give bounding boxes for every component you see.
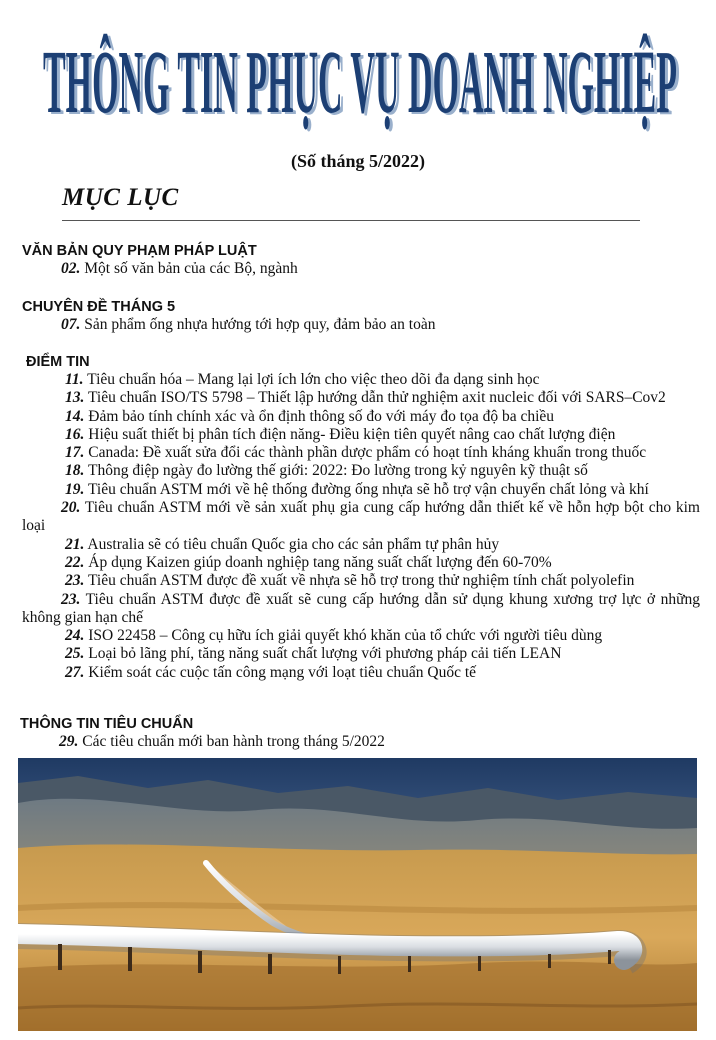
page-number: 24	[65, 627, 81, 645]
page-number: 23	[65, 572, 81, 590]
entry-text: ISO 22458 – Công cụ hữu ích giải quyết khó khăn của tổ chức với người tiêu dùng	[88, 627, 603, 645]
page-number: 20	[61, 499, 77, 517]
page-number: 27	[65, 663, 81, 681]
entry-text: Áp dụng Kaizen giúp doanh nghiệp tang năng suất chất lượng đến 60-70%	[88, 553, 552, 571]
toc-title: MỤC LỤC	[62, 184, 179, 211]
entry-text: Tiêu chuẩn ASTM được đề xuất sẽ cung cấp hướng dẫn sử dụng khung xương trợ lực ở những không gian hạn chế	[22, 590, 700, 626]
toc-entry[interactable]: 23. Tiêu chuẩn ASTM được đề xuất sẽ cung cấp hướng dẫn sử dụng khung xương trợ lực ở những không gian hạn chế	[22, 590, 700, 626]
entry-text: Loại bỏ lãng phí, tăng năng suất chất lượng với phương pháp cải tiến LEAN	[88, 645, 562, 663]
entry-text: Australia sẽ có tiêu chuẩn Quốc gia cho các sản phẩm tự phân hủy	[87, 535, 500, 553]
page-number: 02	[61, 260, 77, 277]
page-number: 16	[65, 425, 81, 443]
pipeline-landscape-illustration	[18, 758, 697, 1031]
pipeline-landscape-photo	[18, 758, 697, 1031]
page-number: 11	[65, 371, 80, 388]
toc-entry[interactable]: 02. Một số văn bản của các Bộ, ngành	[61, 260, 298, 277]
toc-entry[interactable]: 14. Đảm bảo tính chính xác và ổn định thông số đo với máy đo tọa độ ba chiều	[65, 407, 555, 425]
section-heading: VĂN BẢN QUY PHẠM PHÁP LUẬT	[22, 243, 257, 259]
toc-section-standards-info	[20, 715, 700, 751]
toc-entry[interactable]: 11. Tiêu chuẩn hóa – Mang lại lợi ích lớn cho việc theo dõi đa dạng sinh học	[65, 371, 540, 388]
toc-entry[interactable]: 27. Kiểm soát các cuộc tấn công mạng với loạt tiêu chuẩn Quốc tế	[65, 663, 477, 681]
toc-divider	[62, 220, 640, 221]
entry-text: Thông điệp ngày đo lường thế giới: 2022: Đo lường trong kỷ nguyên kỹ thuật số	[87, 462, 588, 480]
toc-entry[interactable]: 20. Tiêu chuẩn ASTM mới về sản xuất phụ gia cung cấp hướng dẫn thiết kế về hỗn hợp bột cho kim loại	[22, 499, 700, 535]
page-number: 17	[65, 444, 81, 462]
section-heading: ĐIỂM TIN	[26, 354, 90, 370]
toc-entry[interactable]: 13. Tiêu chuẩn ISO/TS 5798 – Thiết lập hướng dẫn thử nghiệm axit nucleic đối với SARS–Cov2	[65, 389, 666, 407]
toc-entry[interactable]: 24. ISO 22458 – Công cụ hữu ích giải quyết khó khăn của tổ chức với người tiêu dùng	[65, 627, 603, 645]
entry-text: Tiêu chuẩn hóa – Mang lại lợi ích lớn cho việc theo dõi đa dạng sinh học	[87, 371, 540, 388]
entry-text: Sản phẩm ống nhựa hướng tới hợp quy, đảm bảo an toàn	[84, 316, 436, 333]
section-heading: CHUYÊN ĐỀ THÁNG 5	[22, 299, 176, 315]
masthead-title: THÔNG TIN PHỤC VỤ DOANH NGHIỆP	[43, 31, 678, 132]
toc-section-monthly-topic	[22, 298, 702, 334]
toc-entry[interactable]: 25. Loại bỏ lãng phí, tăng năng suất chất lượng với phương pháp cải tiến LEAN	[65, 645, 562, 663]
masthead	[30, 22, 690, 132]
toc-entry[interactable]: 16. Hiệu suất thiết bị phân tích điện năng- Điều kiện tiên quyết nâng cao chất lượng điện	[65, 425, 616, 443]
entry-text: Kiểm soát các cuộc tấn công mạng với loạt tiêu chuẩn Quốc tế	[88, 663, 477, 681]
masthead-title-graphic	[30, 22, 690, 132]
page-number: 19	[65, 480, 81, 498]
entry-text: Tiêu chuẩn ASTM được đề xuất về nhựa sẽ hỗ trợ trong thử nghiệm tính chất polyolefin	[87, 572, 635, 590]
toc-entry[interactable]: 07. Sản phẩm ống nhựa hướng tới hợp quy, đảm bảo an toàn	[61, 316, 436, 333]
entry-text: Tiêu chuẩn ASTM mới về sản xuất phụ gia cung cấp hướng dẫn thiết kế về hỗn hợp bột cho kim loại	[22, 499, 700, 535]
toc-entry[interactable]: 17. Canada: Đề xuất sửa đổi các thành phần dược phẩm có hoạt tính kháng khuẩn trong thuốc	[65, 444, 647, 462]
issue-number: (Số tháng 5/2022)	[290, 151, 425, 171]
toc-entry[interactable]: 21. Australia sẽ có tiêu chuẩn Quốc gia cho các sản phẩm tự phân hủy	[65, 535, 500, 553]
entry-text: Đảm bảo tính chính xác và ổn định thông số đo với máy đo tọa độ ba chiều	[88, 407, 555, 425]
page-number: 23	[61, 590, 77, 608]
page-number: 29	[59, 733, 75, 750]
toc-entry[interactable]: 29. Các tiêu chuẩn mới ban hành trong tháng 5/2022	[59, 733, 385, 750]
page-number: 13	[65, 389, 81, 407]
toc-entry[interactable]: 19. Tiêu chuẩn ASTM mới về hệ thống đường ống nhựa sẽ hỗ trợ vận chuyển chất lỏng và khí	[65, 480, 649, 498]
entry-text: Các tiêu chuẩn mới ban hành trong tháng 5/2022	[82, 733, 385, 750]
page-number: 21	[65, 535, 81, 553]
masthead-title-shadow: THÔNG TIN PHỤC VỤ DOANH NGHIỆP	[45, 33, 680, 132]
page-number: 25	[65, 645, 81, 663]
toc-section-legal-documents	[22, 242, 702, 278]
entry-text: Canada: Đề xuất sửa đổi các thành phần dược phẩm có hoạt tính kháng khuẩn trong thuốc	[88, 444, 647, 462]
page-number: 07	[61, 316, 77, 333]
page-number: 18	[65, 462, 81, 480]
page-number: 14	[65, 407, 81, 425]
entry-text: Tiêu chuẩn ISO/TS 5798 – Thiết lập hướng dẫn thử nghiệm axit nucleic đối với SARS–Cov2	[87, 389, 666, 407]
toc-section-news	[22, 353, 700, 682]
toc-entry[interactable]: 22. Áp dụng Kaizen giúp doanh nghiệp tang năng suất chất lượng đến 60-70%	[65, 553, 552, 571]
toc-entry[interactable]: 18. Thông điệp ngày đo lường thế giới: 2022: Đo lường trong kỷ nguyên kỹ thuật số	[65, 462, 588, 480]
section-heading: THÔNG TIN TIÊU CHUẨN	[20, 716, 194, 732]
entry-text: Một số văn bản của các Bộ, ngành	[84, 260, 298, 277]
entry-text: Tiêu chuẩn ASTM mới về hệ thống đường ống nhựa sẽ hỗ trợ vận chuyển chất lỏng và khí	[87, 480, 649, 498]
toc-entry[interactable]: 23. Tiêu chuẩn ASTM được đề xuất về nhựa sẽ hỗ trợ trong thử nghiệm tính chất polyolefin	[65, 572, 635, 590]
page-number: 22	[65, 553, 81, 571]
entry-text: Hiệu suất thiết bị phân tích điện năng- Điều kiện tiên quyết nâng cao chất lượng điện	[88, 425, 616, 443]
